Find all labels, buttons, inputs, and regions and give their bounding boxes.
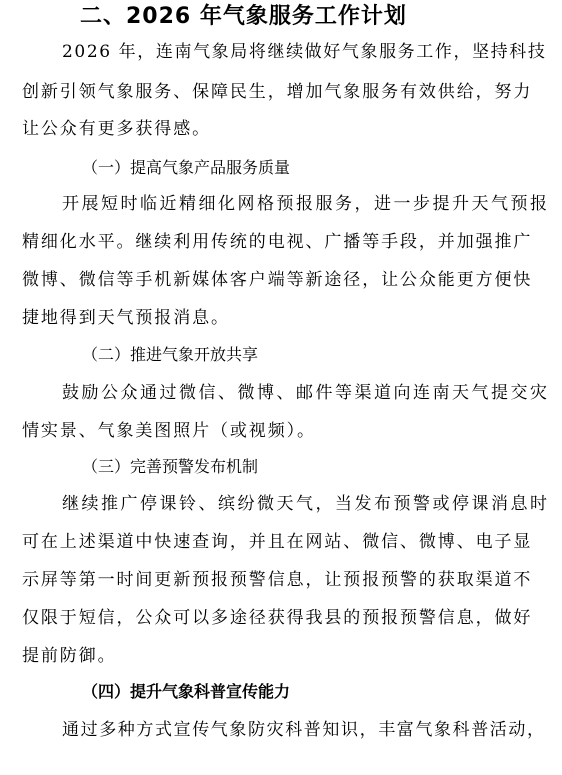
section-heading: 二、2026 年气象服务工作计划: [80, 4, 407, 29]
section2-line-2: 情实景、气象美图照片（或视频）。: [22, 421, 316, 441]
intro-line-2: 创新引领气象服务、保障民生，增加气象服务有效供给，努力: [22, 82, 533, 102]
section3-line-5: 提前防御。: [22, 646, 117, 666]
section1-line-4: 捷地得到天气预报消息。: [22, 308, 230, 328]
section1-line-1: 开展短时临近精细化网格预报服务，进一步提升天气预报: [62, 194, 550, 214]
section3-line-3: 示屏等第一时间更新预报预警信息，让预报预警的获取渠道不: [22, 570, 533, 590]
section2-line-1: 鼓励公众通过微信、微博、邮件等渠道向连南天气提交灾: [62, 383, 550, 403]
section1-line-3: 微博、微信等手机新媒体客户端等新途径，让公众能更方便快: [22, 270, 533, 290]
intro-line-3: 让公众有更多获得感。: [22, 119, 211, 139]
section3-line-1: 继续推广停课铃、缤纷微天气，当发布预警或停课消息时: [62, 494, 550, 514]
subsection-title-1: （一）提高气象产品服务质量: [82, 158, 291, 177]
intro-line-1: 2026 年，连南气象局将继续做好气象服务工作，坚持科技: [62, 42, 547, 62]
section3-line-4: 仅限于短信，公众可以多途径获得我县的预报预警信息，做好: [22, 608, 533, 628]
subsection-title-3: （三）完善预警发布机制: [82, 457, 259, 476]
subsection-title-4: （四）提升气象科普宣传能力: [82, 682, 291, 701]
section4-line-1: 通过多种方式宣传气象防灾科普知识，丰富气象科普活动，: [62, 720, 546, 740]
section3-line-2: 可在上述渠道中快速查询，并且在网站、微信、微博、电子显: [22, 532, 533, 552]
section1-line-2: 精细化水平。继续利用传统的电视、广播等手段，并加强推广: [22, 232, 533, 252]
subsection-title-2: （二）推进气象开放共享: [82, 345, 259, 364]
